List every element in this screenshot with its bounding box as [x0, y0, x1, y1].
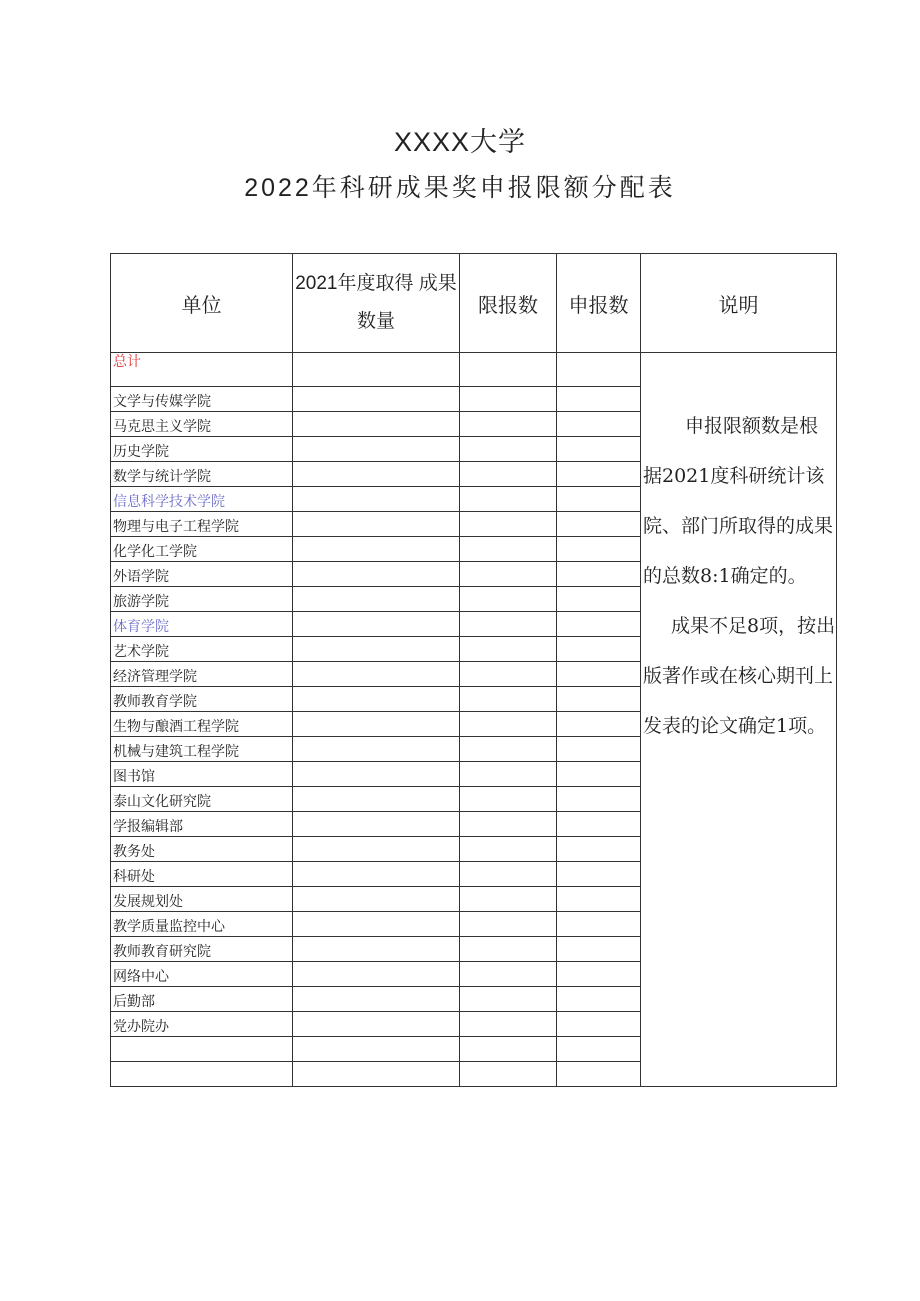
cell [460, 512, 557, 537]
cell [460, 1037, 557, 1062]
cell [460, 537, 557, 562]
cell-quota [460, 353, 557, 387]
row-unit: 外语学院 [111, 562, 293, 587]
cell [293, 837, 460, 862]
cell [460, 387, 557, 412]
page-title: 2022年科研成果奖申报限额分配表 [244, 174, 676, 202]
cell [460, 1062, 557, 1087]
cell [293, 662, 460, 687]
cell [460, 437, 557, 462]
col-header-achievements: 2021年度取得 成果数量 [293, 254, 460, 353]
col-header-note: 说明 [641, 254, 837, 353]
cell [293, 487, 460, 512]
cell [293, 412, 460, 437]
cell [460, 1012, 557, 1037]
cell [460, 562, 557, 587]
cell [293, 937, 460, 962]
cell [293, 887, 460, 912]
header-row [111, 254, 837, 353]
cell [460, 812, 557, 837]
cell [460, 912, 557, 937]
cell [557, 887, 641, 912]
row-unit: 发展规划处 [111, 887, 293, 912]
cell [293, 587, 460, 612]
cell [460, 787, 557, 812]
cell [293, 462, 460, 487]
cell [460, 962, 557, 987]
cell [557, 487, 641, 512]
cell [293, 437, 460, 462]
cell [293, 637, 460, 662]
cell [460, 887, 557, 912]
cell [460, 987, 557, 1012]
cell [557, 687, 641, 712]
cell [460, 637, 557, 662]
row-unit: 教务处 [111, 837, 293, 862]
row-unit: 物理与电子工程学院 [111, 512, 293, 537]
cell [460, 412, 557, 437]
row-unit: 化学化工学院 [111, 537, 293, 562]
cell [460, 487, 557, 512]
row-unit: 艺术学院 [111, 637, 293, 662]
cell [293, 737, 460, 762]
cell [557, 987, 641, 1012]
quota-table [110, 253, 837, 1087]
cell [460, 587, 557, 612]
cell [557, 637, 641, 662]
row-unit: 党办院办 [111, 1012, 293, 1037]
cell [293, 762, 460, 787]
cell [293, 562, 460, 587]
cell [460, 862, 557, 887]
cell [460, 737, 557, 762]
cell [557, 737, 641, 762]
cell [293, 687, 460, 712]
cell [460, 712, 557, 737]
cell-achievements [293, 353, 460, 387]
row-unit: 马克思主义学院 [111, 412, 293, 437]
cell [557, 962, 641, 987]
cell [557, 537, 641, 562]
cell [460, 612, 557, 637]
row-unit: 网络中心 [111, 962, 293, 987]
cell [557, 462, 641, 487]
cell [557, 412, 641, 437]
row-unit: 教师教育研究院 [111, 937, 293, 962]
cell [557, 937, 641, 962]
cell [460, 687, 557, 712]
row-unit: 学报编辑部 [111, 812, 293, 837]
row-unit: 文学与传媒学院 [111, 387, 293, 412]
row-unit: 图书馆 [111, 762, 293, 787]
cell [557, 812, 641, 837]
row-unit-total: 总计 [111, 353, 293, 387]
row-unit: 信息科学技术学院 [111, 487, 293, 512]
cell [557, 1037, 641, 1062]
cell [293, 1062, 460, 1087]
row-unit: 经济管理学院 [111, 662, 293, 687]
row-unit: 数学与统计学院 [111, 462, 293, 487]
note-paragraph-1: 申报限额数是根据2021度科研统计该院、部门所取得的成果的总数8:1确定的。 [643, 415, 834, 587]
cell-applied [557, 353, 641, 387]
cell [460, 462, 557, 487]
table-row [111, 353, 837, 387]
cell [460, 837, 557, 862]
cell [557, 387, 641, 412]
cell [293, 512, 460, 537]
cell [557, 837, 641, 862]
cell [557, 512, 641, 537]
cell [557, 762, 641, 787]
cell [557, 862, 641, 887]
note-cell [641, 353, 837, 1087]
cell [293, 912, 460, 937]
cell [557, 612, 641, 637]
cell [293, 387, 460, 412]
cell [293, 712, 460, 737]
note-paragraph-2: 成果不足8项，按出版著作或在核心期刊上发表的论文确定1项。 [643, 615, 836, 737]
cell [293, 862, 460, 887]
cell [293, 812, 460, 837]
cell [293, 787, 460, 812]
cell [557, 712, 641, 737]
row-unit: 生物与酿酒工程学院 [111, 712, 293, 737]
cell [557, 912, 641, 937]
row-unit [111, 1037, 293, 1062]
cell [293, 612, 460, 637]
row-unit: 机械与建筑工程学院 [111, 737, 293, 762]
col-header-quota: 限报数 [460, 254, 557, 353]
col-header-unit: 单位 [111, 254, 293, 353]
cell [460, 762, 557, 787]
cell [293, 987, 460, 1012]
row-unit: 教师教育学院 [111, 687, 293, 712]
cell [293, 1012, 460, 1037]
cell [557, 587, 641, 612]
col-header-applied: 申报数 [557, 254, 641, 353]
row-unit: 教学质量监控中心 [111, 912, 293, 937]
row-unit [111, 1062, 293, 1087]
row-unit: 泰山文化研究院 [111, 787, 293, 812]
cell [460, 937, 557, 962]
row-unit: 后勤部 [111, 987, 293, 1012]
cell [293, 1037, 460, 1062]
row-unit: 科研处 [111, 862, 293, 887]
row-unit: 历史学院 [111, 437, 293, 462]
cell [293, 962, 460, 987]
cell [460, 662, 557, 687]
cell [557, 562, 641, 587]
cell [293, 537, 460, 562]
row-unit: 旅游学院 [111, 587, 293, 612]
cell [557, 662, 641, 687]
cell [557, 437, 641, 462]
cell [557, 1062, 641, 1087]
cell [557, 787, 641, 812]
university-title: XXXX大学 [393, 127, 527, 157]
cell [557, 1012, 641, 1037]
row-unit: 体育学院 [111, 612, 293, 637]
